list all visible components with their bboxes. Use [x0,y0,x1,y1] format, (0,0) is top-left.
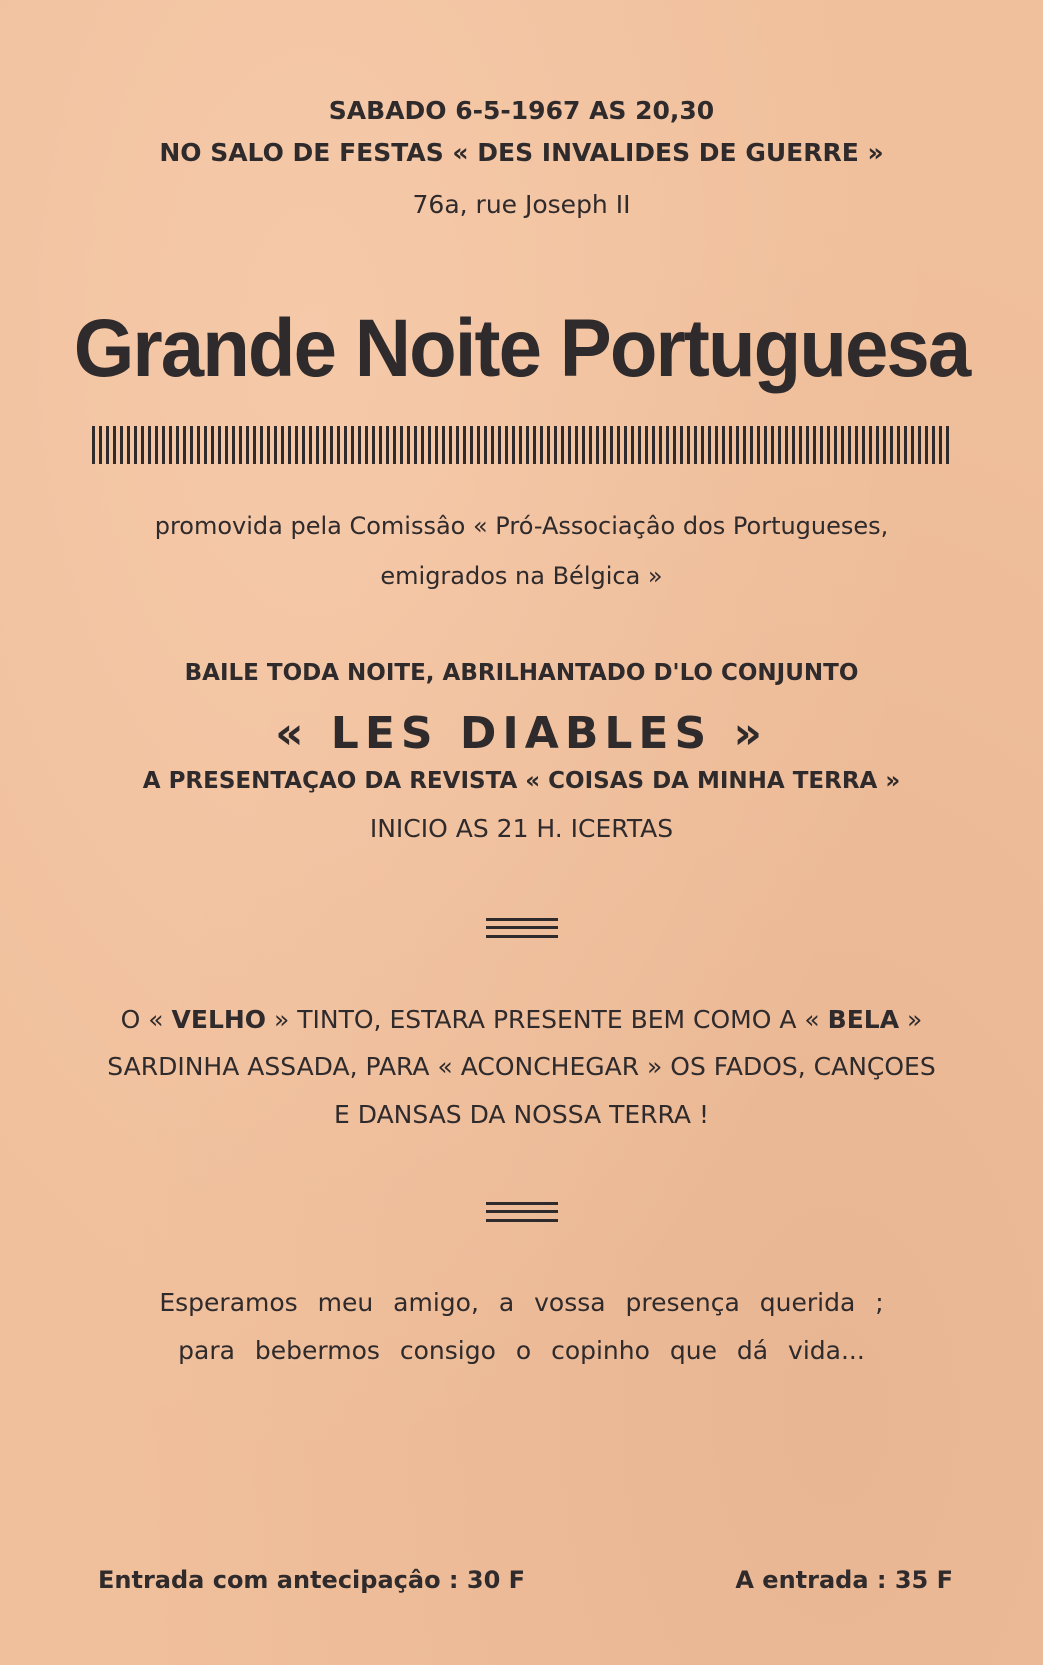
door-price: A entrada : 35 F [735,1566,953,1594]
poster-title: Grande Noite Portuguesa [73,303,970,394]
velho-word: VELHO [171,1005,267,1034]
velho-line-1 [0,1005,1043,1034]
velho-text-pre: O « [120,1005,172,1034]
start-time: INICIO AS 21 H. ICERTAS [369,814,674,843]
velho-line-2: SARDINHA ASSADA, PARA « ACONCHEGAR » OS FADOS, CANÇOES [107,1052,936,1081]
promoter-line-1: promovida pela Comissâo « Pró-Associaçâo dos Portugueses, [154,512,889,540]
advance-price: Entrada com antecipaçâo : 30 F [98,1566,526,1594]
velho-line-3: E DANSAS DA NOSSA TERRA ! [334,1100,709,1129]
event-venue: NO SALO DE FESTAS « DES INVALIDES DE GUERRE » [159,138,884,167]
band-name: « LES DIABLES » [275,708,768,759]
divider-rule-2 [486,1202,558,1222]
invitation-line-2: para bebermos consigo o copinho que dá vida... [178,1336,865,1365]
revue-announcement: A PRESENTAÇAO DA REVISTA « COISAS DA MINHA TERRA » [142,768,901,794]
dance-announcement: BAILE TODA NOITE, ABRILHANTADO D'LO CONJUNTO [184,660,859,686]
promoter-line-2: emigrados na Bélgica » [380,562,663,590]
divider-rule [486,918,558,938]
bela-word: BELA [827,1005,900,1034]
decorative-bar-rule [92,426,949,464]
velho-text-post: » [899,1005,923,1034]
velho-text-mid: » TINTO, ESTARA PRESENTE BEM COMO A « [266,1005,828,1034]
event-address: 76a, rue Joseph II [412,190,631,219]
invitation-line-1: Esperamos meu amigo, a vossa presença querida ; [159,1288,884,1317]
event-date-time: SABADO 6-5-1967 AS 20,30 [328,96,715,125]
